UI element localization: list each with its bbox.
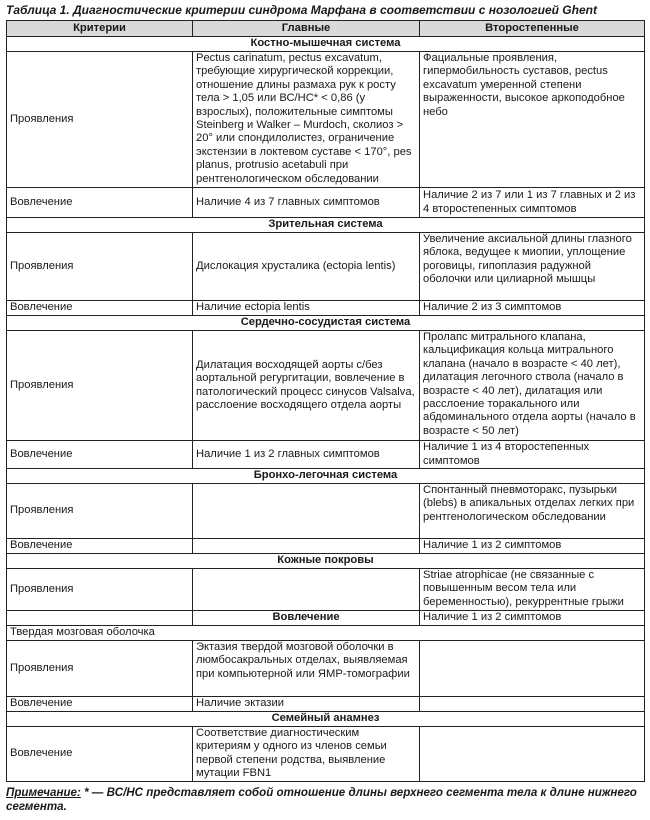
section-title-pulmonary: Бронхо-легочная система (7, 469, 645, 484)
major-cell: Pectus carinatum, pectus excavatum, требующие хирургической коррекции, отношение длины размаха рук к росту тела > 1,05 или ВС/НС* < 0,86 (у взрослых), положительные симптомы Steinberg и Walker – Murdoch, сколиоз > 20° или спондилолистез, ограничение экстензии в локтевом суставе < 170°, pes planus, protrusio acetabuli при рентгенологическом обследовании (193, 52, 420, 188)
table-row (7, 52, 645, 188)
section-row-dura (7, 626, 645, 641)
major-cell: Наличие 1 из 2 главных симптомов (193, 441, 420, 469)
table-row (7, 641, 645, 697)
table-row (7, 301, 645, 316)
section-row-skin (7, 554, 645, 569)
table-row (7, 484, 645, 539)
section-row-cardio (7, 316, 645, 331)
row-label: Вовлечение (7, 441, 193, 469)
minor-cell: Striae atrophicae (не связанные с повышенным весом тела или беременностью), рекуррентные грыжи (420, 569, 645, 611)
section-title-skin: Кожные покровы (7, 554, 645, 569)
row-label: Проявления (7, 52, 193, 188)
table-row (7, 697, 645, 712)
table-row (7, 539, 645, 554)
row-label: Вовлечение (7, 188, 193, 218)
table-row (7, 331, 645, 441)
row-label: Вовлечение (7, 539, 193, 554)
major-cell: Наличие 4 из 7 главных симптомов (193, 188, 420, 218)
major-cell (193, 539, 420, 554)
major-cell (193, 484, 420, 539)
major-cell: Эктазия твердой мозговой оболочки в люмбосакральных отделах, выявляемая при компьютерной или ЯМР-томографии (193, 641, 420, 697)
table-row (7, 727, 645, 782)
row-label: Вовлечение (7, 301, 193, 316)
major-cell (193, 569, 420, 611)
criteria-table-frame (6, 20, 644, 782)
row-label: Проявления (7, 641, 193, 697)
minor-cell: Спонтанный пневмоторакс, пузырьки (blebs) в апикальных отделах легких при рентгенологическом обследовании (420, 484, 645, 539)
table-footnote (6, 786, 646, 814)
row-label: Вовлечение (7, 727, 193, 782)
row-label: Проявления (7, 331, 193, 441)
major-cell: Вовлечение (193, 611, 420, 626)
minor-cell: Пролапс митрального клапана, кальцификация кольца митрального клапана (начало в возрасте < 40 лет), дилатация легочного ствола (начало в возрасте < 40 лет), дилатация или расслоение торакального или абдоминального отдела аорты (начало в возрасте < 50 лет) (420, 331, 645, 441)
row-label: Проявления (7, 233, 193, 301)
major-cell: Дислокация хрусталика (ectopia lentis) (193, 233, 420, 301)
major-cell: Наличие эктазии (193, 697, 420, 712)
header-row (7, 21, 645, 37)
section-row-family (7, 712, 645, 727)
table-row (7, 611, 645, 626)
criteria-table (6, 20, 645, 782)
row-label: Вовлечение (7, 697, 193, 712)
section-title-dura: Твердая мозговая оболочка (7, 626, 645, 641)
header-minor: Второстепенные (420, 21, 645, 37)
row-label: Проявления (7, 569, 193, 611)
section-title-cardio: Сердечно-сосудистая система (7, 316, 645, 331)
header-criteria: Критерии (7, 21, 193, 37)
section-row-ocular (7, 218, 645, 233)
header-major: Главные (193, 21, 420, 37)
minor-cell: Фациальные проявления, гипермобильность суставов, pectus excavatum умеренной степени выраженности, высокое аркоподобное небо (420, 52, 645, 188)
major-cell: Дилатация восходящей аорты с/без аортальной регургитации, вовлечение в патологический процесс синусов Valsalva, расслоение восходящего отдела аорты (193, 331, 420, 441)
table-row (7, 569, 645, 611)
minor-cell: Наличие 1 из 4 второстепенных симптомов (420, 441, 645, 469)
footnote-label: Примечание: (6, 786, 81, 799)
table-row (7, 188, 645, 218)
table-row (7, 233, 645, 301)
minor-cell (420, 727, 645, 782)
minor-cell: Увеличение аксиальной длины глазного яблока, ведущее к миопии, уплощение роговицы, гипоплазия радужной оболочки или цилиарной мышцы (420, 233, 645, 301)
footnote-text: * — ВС/НС представляет собой отношение длины верхнего сегмента тела к длине нижнего сегмента. (6, 786, 637, 813)
section-title-ocular: Зрительная система (7, 218, 645, 233)
minor-cell (420, 641, 645, 697)
section-row-pulmonary (7, 469, 645, 484)
table-row (7, 441, 645, 469)
minor-cell: Наличие 2 из 3 симптомов (420, 301, 645, 316)
section-title-skeletal: Костно-мышечная система (7, 37, 645, 52)
section-title-family: Семейный анамнез (7, 712, 645, 727)
minor-cell (420, 697, 645, 712)
major-cell: Соответствие диагностическим критериям у одного из членов семьи первой степени родства, выявление мутации FBN1 (193, 727, 420, 782)
section-row-skeletal (7, 37, 645, 52)
major-cell: Наличие ectopia lentis (193, 301, 420, 316)
row-label (7, 611, 193, 626)
row-label: Проявления (7, 484, 193, 539)
table-caption: Таблица 1. Диагностические критерии синдрома Марфана в соответствии с нозологией Ghent (6, 3, 597, 17)
minor-cell: Наличие 1 из 2 симптомов (420, 539, 645, 554)
minor-cell: Наличие 2 из 7 или 1 из 7 главных и 2 из 4 второстепенных симптомов (420, 188, 645, 218)
minor-cell: Наличие 1 из 2 симптомов (420, 611, 645, 626)
